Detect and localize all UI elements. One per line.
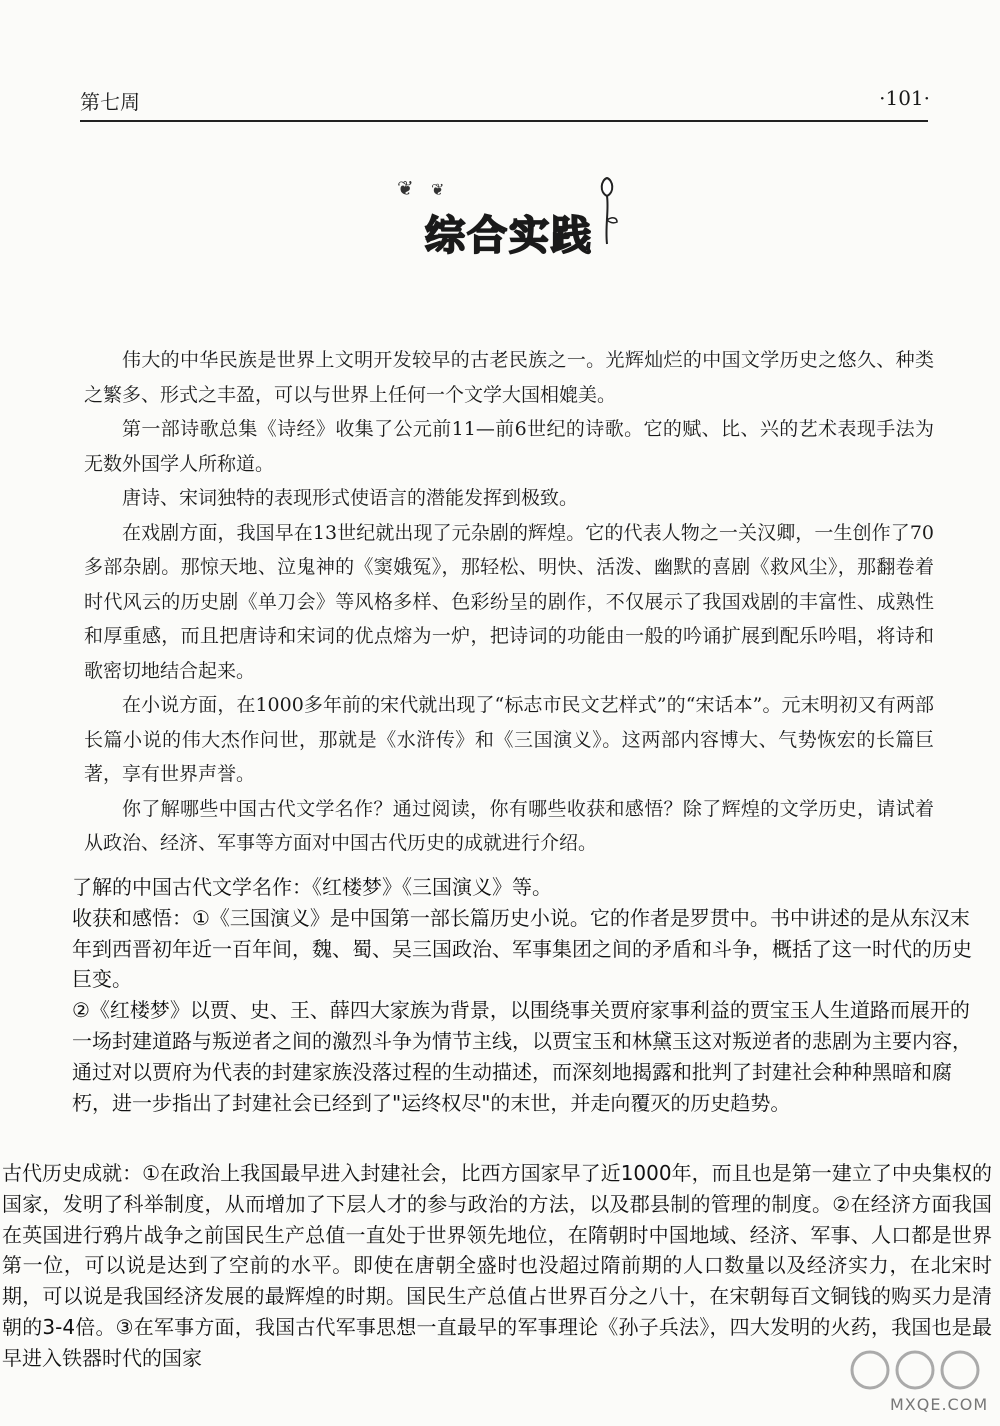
answer-block [72,872,972,1118]
header-rule [80,120,928,122]
paragraph: 伟大的中华民族是世界上文明开发较早的古老民族之一。光辉灿烂的中国文学历史之悠久、种类之繁多、形式之丰盈，可以与世界上任何一个文学大国相媲美。 [84,349,934,406]
paragraph: 你了解哪些中国古代文学名作？通过阅读，你有哪些收获和感悟？除了辉煌的文学历史，请试着从政治、经济、军事等方面对中国古代历史的成就进行介绍。 [84,797,934,854]
butterfly-icon: ❦ [397,176,414,200]
paragraph: 唐诗、宋词独特的表现形式使语言的潜能发挥到极致。 [122,487,579,509]
page-title: 综合实践 [425,213,593,259]
paragraph: 在小说方面，在1000多年前的宋代就出现了“标志市民文艺样式”的“宋话本”。元末明初又有两部长篇小说的伟大杰作问世，那就是《水浒传》和《三国演义》。这两部内容博大、气势恢宏的长篇巨著，享有世界声誉。 [84,694,934,785]
paragraph: 在戏剧方面，我国早在13世纪就出现了元杂剧的辉煌。它的代表人物之一关汉卿，一生创作了70多部杂剧。那惊天地、泣鬼神的《窦娥冤》，那轻松、明快、活泼、幽默的喜剧《救风尘》，那翻卷着时代风云的历史剧《单刀会》等风格多样、色彩纷呈的剧作，不仅展示了我国戏剧的丰富性、成熟性和厚重感，而且把唐诗和宋词的优点熔为一炉，把诗词的功能由一般的吟诵扩展到配乐吟唱，将诗和歌密切地结合起来。 [84,521,934,682]
butterfly-icon: ❦ [431,180,445,199]
watermark-logo-icon [830,1340,990,1400]
running-header [80,86,930,116]
answer-insight-2: ②《红楼梦》以贾、史、王、薛四大家族为背景，以围绕事关贾府家事利益的贾宝玉人生道路而展开的一场封建道路与叛逆者之间的激烈斗争为情节主线，以贾宝玉和林黛玉这对叛逆者的悲剧为主要内容，通过对以贾府为代表的封建家族没落过程的生动描述，而深刻地揭露和批判了封建社会种种黑暗和腐朽，进一步指出了封建社会已经到了"运终权尽"的末世，并走向覆灭的历史趋势。 [72,998,972,1115]
answer-works: 了解的中国古代文学名作：《红楼梦》《三国演义》等。 [72,875,552,899]
watermark-text: MXQE.COM [890,1395,989,1414]
chapter-label: 第七周 [80,90,140,114]
answer-insight-1: 收获和感悟：①《三国演义》是中国第一部长篇历史小说。它的作者是罗贯中。书中讲述的是从东汉末年到西晋初年近一百年间，魏、蜀、吴三国政治、军事集团之间的矛盾和斗争，概括了这一时代的历史巨变。 [72,905,972,992]
answer-history: 古代历史成就：①在政治上我国最早进入封建社会，比西方国家早了近1000年，而且也是第一建立了中央集权的国家，发明了科举制度，从而增加了下层人才的参与政治的方法，以及郡县制的管理的制度。②在经济方面我国在英国进行鸦片战争之前国民生产总值一直处于世界领先地位，在隋朝时中国地域、经济、军事、人口都是世界第一位，可以说是达到了空前的水平。即使在唐朝全盛时也没超过隋前期的人口数量以及经济实力，在北宋时期，可以说是我国经济发展的最辉煌的时期。国民生产总值占世界百分之八十，在宋朝每百文铜钱的购买力是清朝的3-4倍。③在军事方面，我国古代军事思想一直最早的军事理论《孙子兵法》，四大发明的火药，我国也是最早进入铁器时代的国家 [2,1161,992,1370]
flower-icon [595,176,619,246]
paragraph: 第一部诗歌总集《诗经》收集了公元前11—前6世纪的诗歌。它的赋、比、兴的艺术表现手法为无数外国学人所称道。 [84,418,934,475]
section-title-block [395,176,625,259]
watermark [830,1340,990,1420]
page-number: ·101· [879,86,930,110]
printed-text [84,343,934,861]
